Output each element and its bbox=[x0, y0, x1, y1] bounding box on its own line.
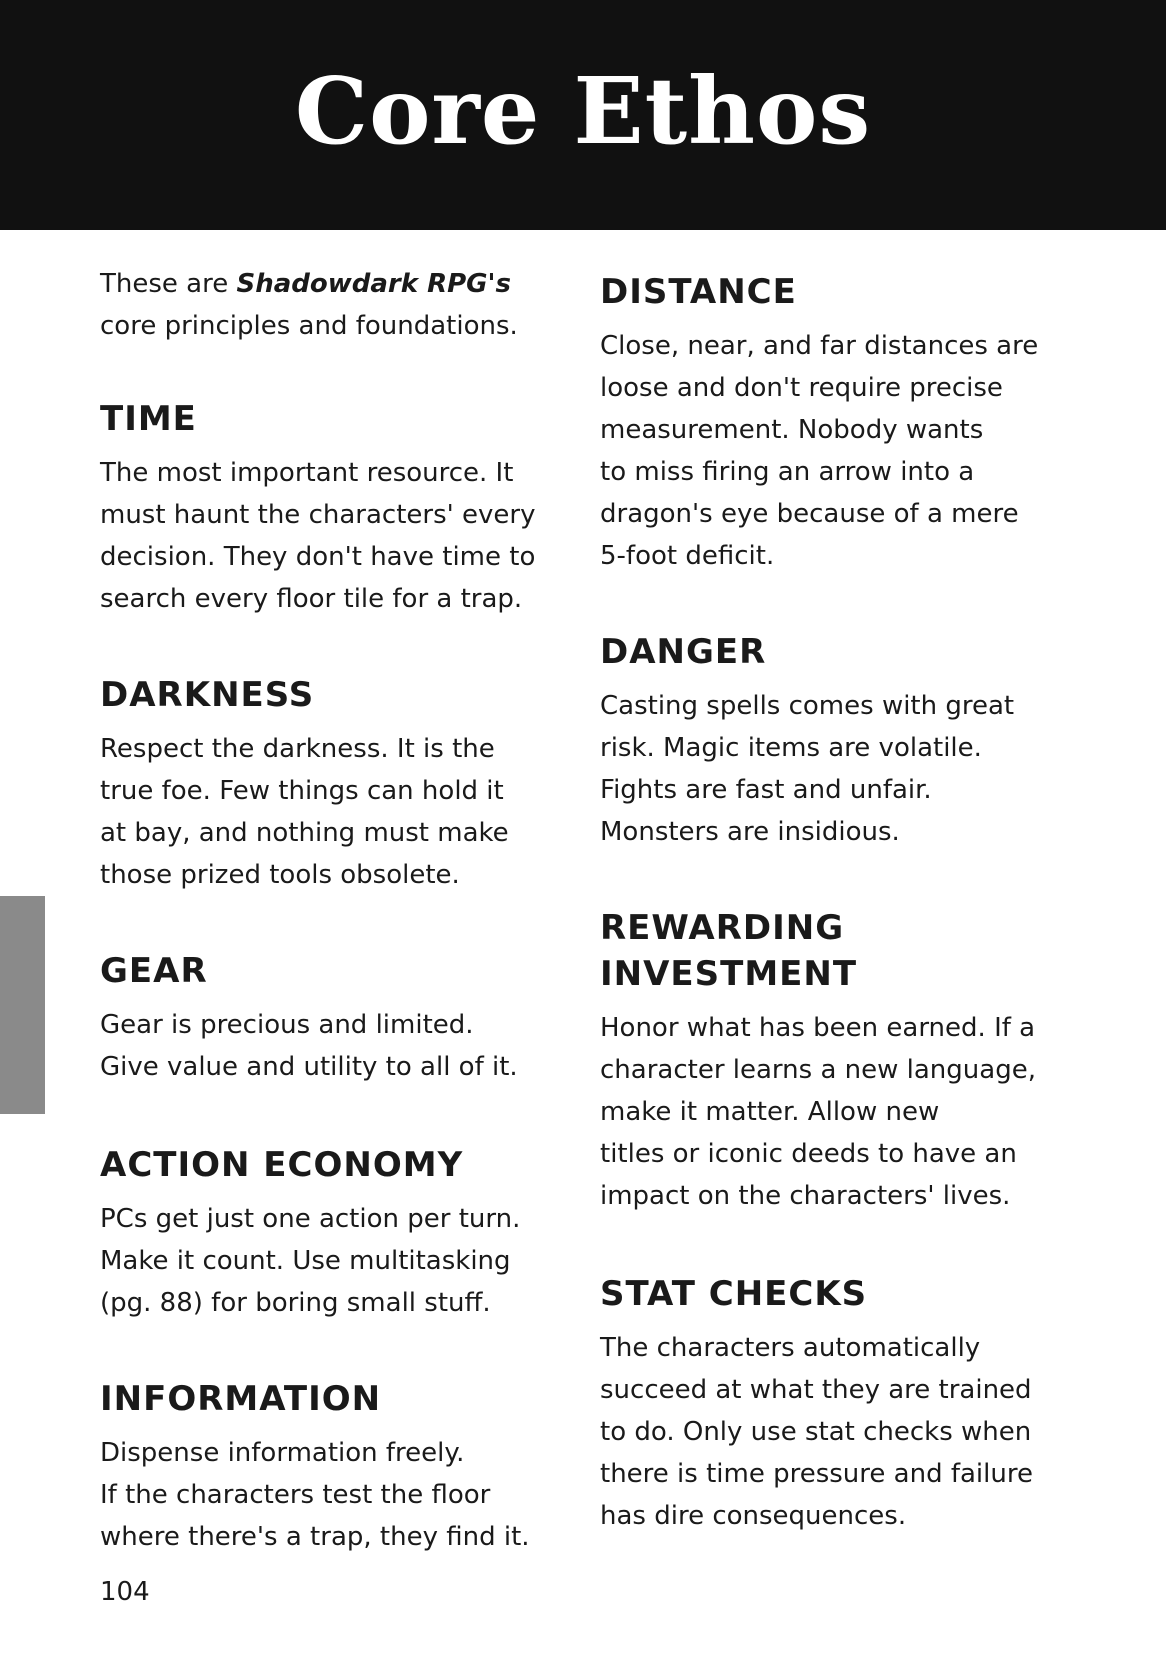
section-stat-checks bbox=[600, 1271, 1070, 1537]
section-rewarding-investment bbox=[600, 905, 1070, 1217]
section-body bbox=[100, 728, 570, 896]
body-line: The most important resource. It bbox=[100, 458, 514, 488]
body-line: decision. They don't have time to bbox=[100, 542, 536, 572]
section-heading: TIME bbox=[100, 399, 197, 439]
section-darkness bbox=[100, 672, 570, 896]
body-line: Fights are fast and unfair. bbox=[600, 775, 932, 805]
body-line: succeed at what they are trained bbox=[600, 1375, 1032, 1405]
body-line: Gear is precious and limited. bbox=[100, 1010, 474, 1040]
body-line: Respect the darkness. It is the bbox=[100, 734, 495, 764]
section-heading: DANGER bbox=[600, 632, 767, 672]
section-heading: DISTANCE bbox=[600, 272, 797, 312]
section-body bbox=[600, 1007, 1070, 1217]
body-line: Close, near, and far distances are bbox=[600, 331, 1039, 361]
section-body bbox=[100, 1432, 570, 1558]
body-line: make it matter. Allow new bbox=[600, 1097, 940, 1127]
intro-text bbox=[100, 263, 570, 347]
intro-prefix: These are bbox=[100, 269, 237, 299]
section-body bbox=[600, 1327, 1070, 1537]
body-line: Monsters are insidious. bbox=[600, 817, 900, 847]
section-heading: DARKNESS bbox=[100, 675, 315, 715]
body-line: impact on the characters' lives. bbox=[600, 1181, 1011, 1211]
heading-line: INVESTMENT bbox=[600, 954, 858, 994]
body-line: If the characters test the floor bbox=[100, 1480, 491, 1510]
body-line: PCs get just one action per turn. bbox=[100, 1204, 521, 1234]
body-line: Honor what has been earned. If a bbox=[600, 1013, 1036, 1043]
section-information bbox=[100, 1376, 570, 1558]
body-line: where there's a trap, they find it. bbox=[100, 1522, 530, 1552]
section-heading bbox=[600, 905, 1070, 997]
body-line: (pg. 88) for boring small stuff. bbox=[100, 1288, 491, 1318]
body-line: at bay, and nothing must make bbox=[100, 818, 509, 848]
body-line: The characters automatically bbox=[600, 1333, 981, 1363]
intro-line-2: core principles and foundations. bbox=[100, 311, 518, 341]
section-gear bbox=[100, 948, 570, 1088]
body-line: measurement. Nobody wants bbox=[600, 415, 984, 445]
heading-line: REWARDING bbox=[600, 908, 845, 948]
body-line: true foe. Few things can hold it bbox=[100, 776, 504, 806]
section-action-economy bbox=[100, 1142, 570, 1324]
body-line: has dire consequences. bbox=[600, 1501, 907, 1531]
section-heading: INFORMATION bbox=[100, 1379, 382, 1419]
section-distance bbox=[600, 269, 1070, 577]
body-line: Make it count. Use multitasking bbox=[100, 1246, 511, 1276]
body-line: search every floor tile for a trap. bbox=[100, 584, 523, 614]
body-line: loose and don't require precise bbox=[600, 373, 1003, 403]
chapter-tab bbox=[0, 896, 45, 1114]
body-line: titles or iconic deeds to have an bbox=[600, 1139, 1017, 1169]
section-danger bbox=[600, 629, 1070, 853]
section-body bbox=[600, 685, 1070, 853]
body-line: dragon's eye because of a mere bbox=[600, 499, 1019, 529]
section-body bbox=[600, 325, 1070, 577]
body-line: 5-foot deficit. bbox=[600, 541, 775, 571]
section-body bbox=[100, 1004, 570, 1088]
intro-game-title: Shadowdark RPG's bbox=[236, 269, 511, 299]
section-body bbox=[100, 452, 570, 620]
body-line: Dispense information freely. bbox=[100, 1438, 465, 1468]
page-number: 104 bbox=[100, 1577, 150, 1607]
body-line: to miss firing an arrow into a bbox=[600, 457, 975, 487]
section-heading: GEAR bbox=[100, 951, 208, 991]
section-heading: ACTION ECONOMY bbox=[100, 1145, 464, 1185]
body-line: to do. Only use stat checks when bbox=[600, 1417, 1032, 1447]
body-line: those prized tools obsolete. bbox=[100, 860, 460, 890]
body-line: Give value and utility to all of it. bbox=[100, 1052, 518, 1082]
body-line: character learns a new language, bbox=[600, 1055, 1036, 1085]
section-heading: STAT CHECKS bbox=[600, 1274, 868, 1314]
section-time bbox=[100, 396, 570, 620]
body-line: risk. Magic items are volatile. bbox=[600, 733, 982, 763]
section-body bbox=[100, 1198, 570, 1324]
page-title: Core Ethos bbox=[294, 57, 872, 165]
body-line: Casting spells comes with great bbox=[600, 691, 1015, 721]
body-line: must haunt the characters' every bbox=[100, 500, 536, 530]
body-line: there is time pressure and failure bbox=[600, 1459, 1033, 1489]
intro-block bbox=[100, 263, 570, 347]
title-banner bbox=[0, 0, 1166, 230]
